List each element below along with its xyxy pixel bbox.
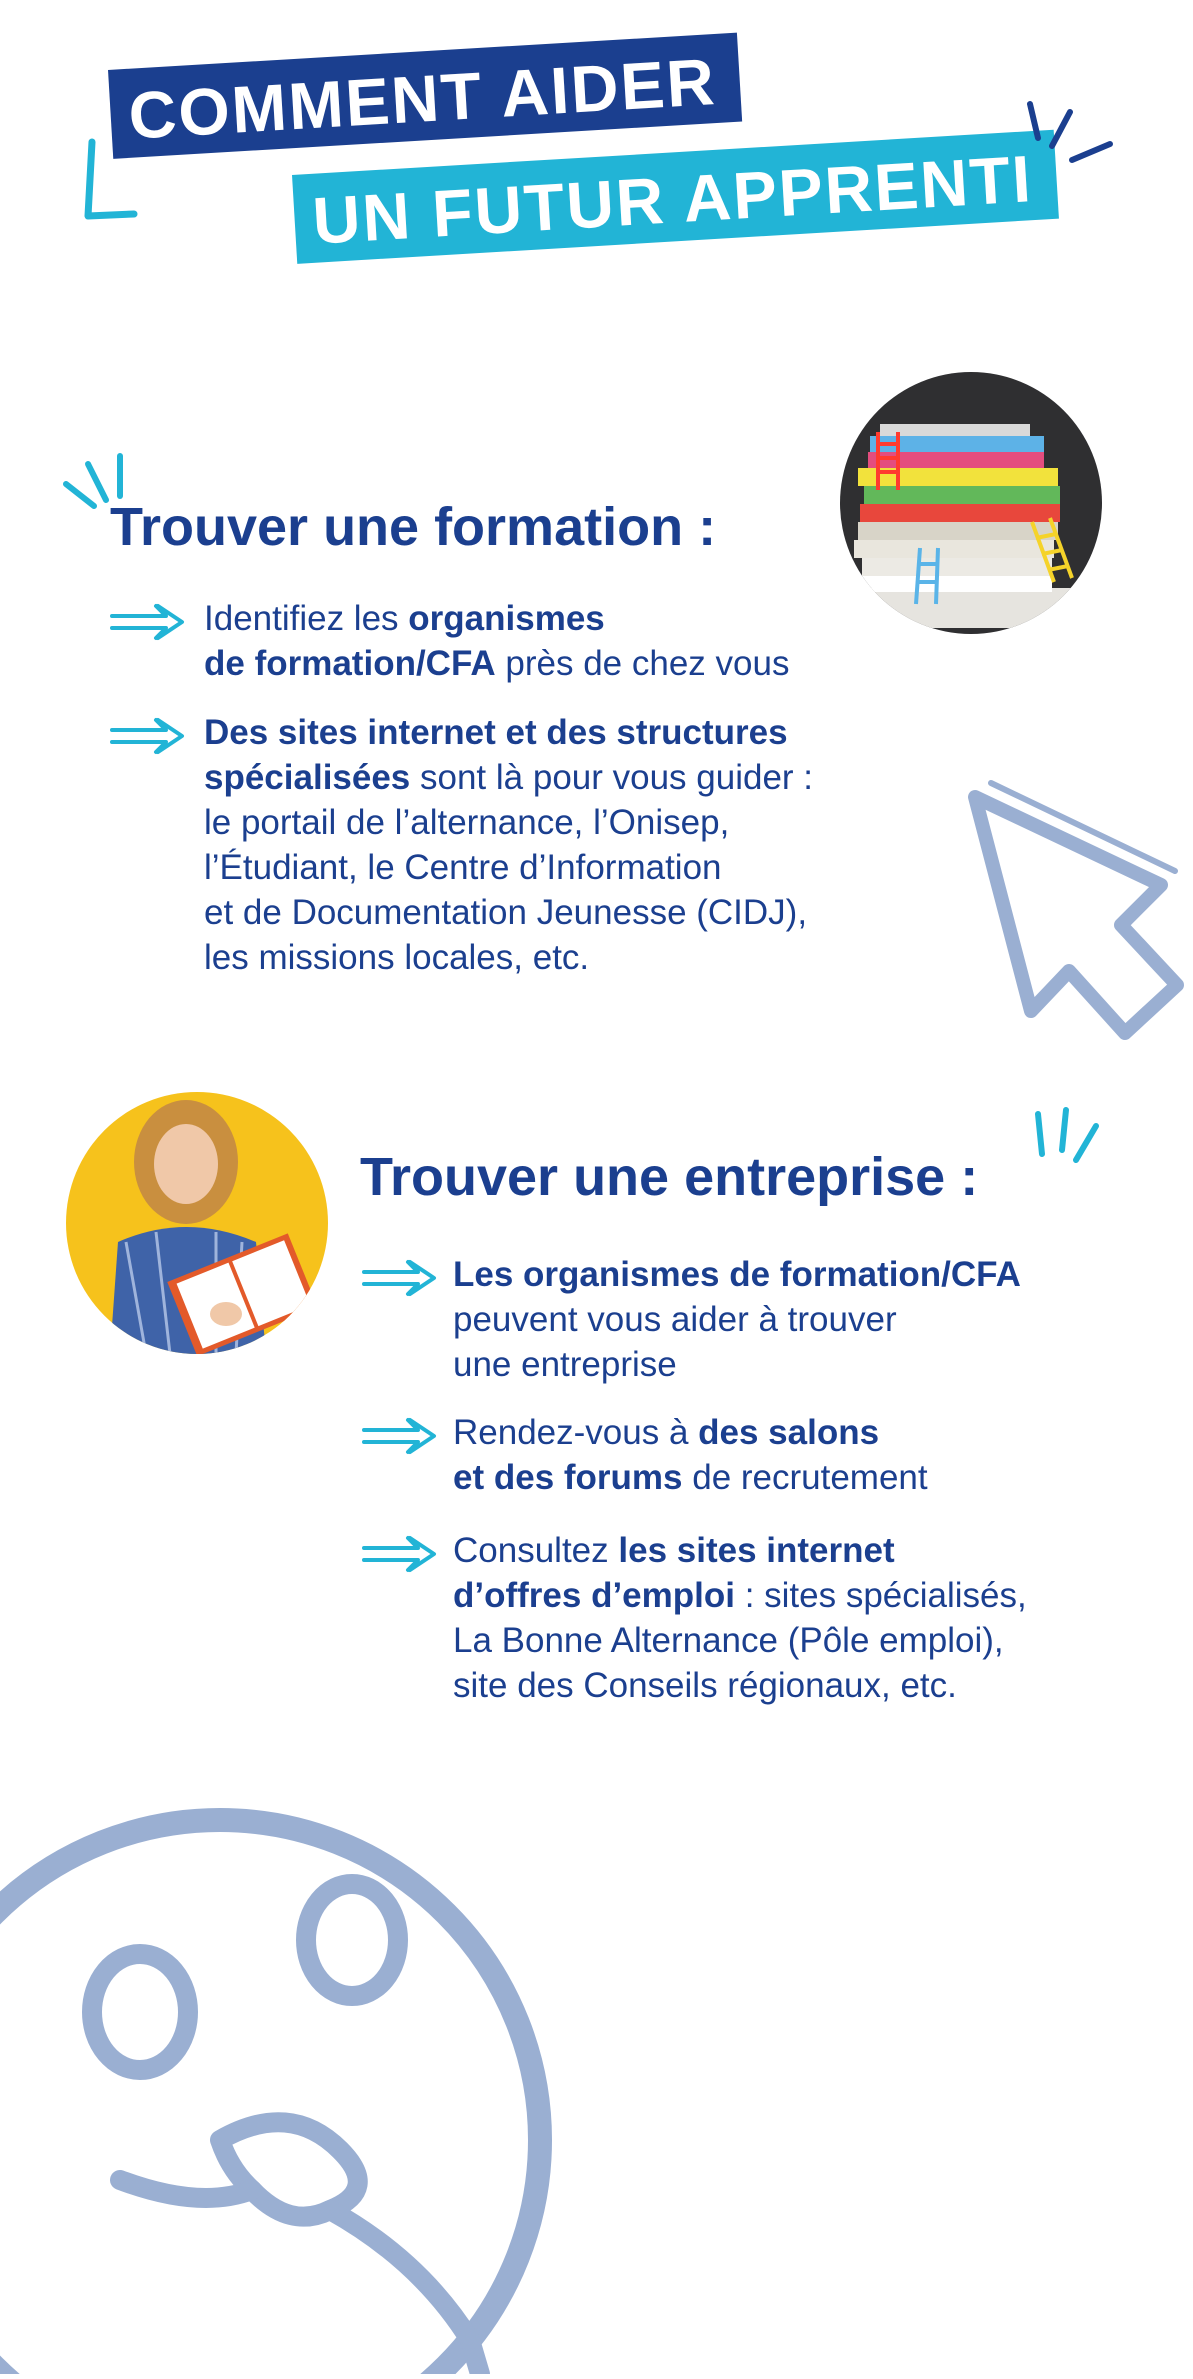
bold-run: et des forums [453, 1458, 683, 1497]
text-line [453, 1342, 1021, 1387]
bold-run: de formation/CFA [204, 644, 496, 683]
text-line [204, 755, 813, 800]
text-run: et de Documentation Jeunesse (CIDJ), [204, 893, 808, 932]
text-run: site des Conseils régionaux, etc. [453, 1666, 957, 1705]
item-text [453, 1252, 1021, 1387]
bold-run: organismes [408, 599, 605, 638]
item-text [453, 1528, 1027, 1708]
section1-title: Trouver une formation : [110, 497, 717, 557]
text-line [204, 845, 813, 890]
text-run: l’Étudiant, le Centre d’Information [204, 848, 722, 887]
text-line [453, 1455, 928, 1500]
text-run: une entreprise [453, 1345, 677, 1384]
item-text [204, 710, 813, 980]
bold-run: d’offres d’emploi [453, 1576, 735, 1615]
spark-lines-icon [1010, 96, 1120, 181]
bold-run: des salons [698, 1413, 880, 1452]
bold-run: Des sites internet et des structures [204, 713, 788, 752]
outline-arrow-icon [360, 1416, 440, 1461]
text-line [204, 710, 813, 755]
text-run: sont là pour vous guider : [410, 758, 814, 797]
bold-run: les sites internet [618, 1531, 895, 1570]
text-line [204, 935, 813, 980]
text-line [453, 1573, 1027, 1618]
text-line [204, 641, 789, 686]
text-run: le portail de l’alternance, l’Onisep, [204, 803, 730, 842]
text-run: les missions locales, etc. [204, 938, 590, 977]
woman-with-book-photo [66, 1092, 328, 1354]
books-photo [840, 372, 1102, 634]
title-line-2: UN FUTUR APPRENTI [292, 130, 1059, 264]
title-line-1: COMMENT AIDER [108, 33, 742, 159]
item-text [453, 1410, 928, 1500]
outline-arrow-icon [360, 1258, 440, 1303]
text-run: : sites spécialisés, [734, 1576, 1027, 1615]
mouse-cursor-icon [965, 775, 1193, 1050]
outline-arrow-icon [108, 602, 188, 647]
text-run: Consultez [453, 1531, 619, 1570]
text-run: près de chez vous [495, 644, 790, 683]
text-run: peuvent vous aider à trouver [453, 1300, 897, 1339]
thinking-face-icon [0, 1740, 640, 2379]
section2-title: Trouver une entreprise : [360, 1147, 979, 1207]
text-line [453, 1618, 1027, 1663]
section2-spark-icon [1028, 1102, 1108, 1177]
text-line [204, 890, 813, 935]
text-line [453, 1252, 1021, 1297]
text-line [453, 1528, 1027, 1573]
text-run: Identifiez les [204, 599, 409, 638]
text-run: Rendez-vous à [453, 1413, 699, 1452]
item-text [204, 596, 789, 686]
outline-arrow-icon [108, 716, 188, 761]
text-line [204, 596, 789, 641]
text-run: de recrutement [682, 1458, 928, 1497]
text-run: La Bonne Alternance (Pôle emploi), [453, 1621, 1004, 1660]
text-line [453, 1663, 1027, 1708]
text-line [453, 1297, 1021, 1342]
text-line [204, 800, 813, 845]
outline-arrow-icon [360, 1534, 440, 1579]
text-line [453, 1410, 928, 1455]
bold-run: spécialisées [204, 758, 411, 797]
bold-run: Les organismes de formation/CFA [453, 1255, 1021, 1294]
